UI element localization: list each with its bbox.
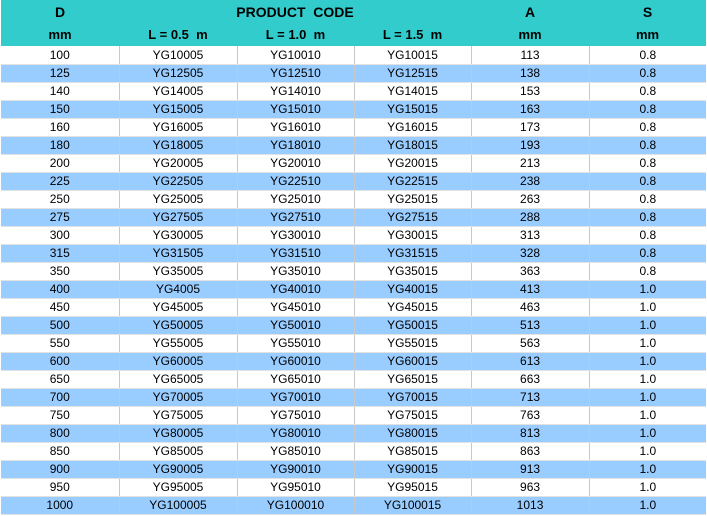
cell-code-l05: YG15005: [119, 100, 237, 118]
table-row: [1, 388, 706, 406]
cell-code-l10: YG10010: [237, 46, 354, 64]
table-row: [1, 136, 706, 154]
table-row: [1, 100, 706, 118]
table-row: [1, 226, 706, 244]
cell-d: 225: [1, 172, 119, 190]
cell-code-l15: YG12515: [354, 64, 471, 82]
cell-code-l15: YG20015: [354, 154, 471, 172]
cell-d: 180: [1, 136, 119, 154]
table-row: [1, 154, 706, 172]
cell-a: 213: [471, 154, 589, 172]
cell-code-l15: YG15015: [354, 100, 471, 118]
table-row: [1, 244, 706, 262]
table-row: [1, 208, 706, 226]
cell-d: 900: [1, 460, 119, 478]
cell-code-l15: YG100015: [354, 496, 471, 514]
table-row: [1, 118, 706, 136]
cell-code-l05: YG14005: [119, 82, 237, 100]
cell-code-l10: YG22510: [237, 172, 354, 190]
cell-s: 0.8: [589, 226, 706, 244]
header-l15: L = 1.5 m: [354, 23, 471, 46]
cell-code-l10: YG55010: [237, 334, 354, 352]
cell-d: 450: [1, 298, 119, 316]
table-row: [1, 172, 706, 190]
table-row: [1, 442, 706, 460]
cell-code-l15: YG90015: [354, 460, 471, 478]
header-l10: L = 1.0 m: [237, 23, 354, 46]
table-row: [1, 46, 706, 64]
cell-a: 613: [471, 352, 589, 370]
cell-code-l10: YG95010: [237, 478, 354, 496]
cell-code-l15: YG18015: [354, 136, 471, 154]
cell-a: 563: [471, 334, 589, 352]
cell-code-l15: YG25015: [354, 190, 471, 208]
cell-code-l05: YG20005: [119, 154, 237, 172]
header-l05: L = 0.5 m: [119, 23, 237, 46]
cell-s: 0.8: [589, 208, 706, 226]
table-row: [1, 424, 706, 442]
cell-a: 413: [471, 280, 589, 298]
cell-s: 1.0: [589, 352, 706, 370]
cell-code-l15: YG14015: [354, 82, 471, 100]
cell-a: 713: [471, 388, 589, 406]
cell-code-l05: YG27505: [119, 208, 237, 226]
cell-code-l05: YG12505: [119, 64, 237, 82]
cell-code-l15: YG40015: [354, 280, 471, 298]
cell-a: 663: [471, 370, 589, 388]
cell-code-l05: YG18005: [119, 136, 237, 154]
cell-code-l15: YG70015: [354, 388, 471, 406]
cell-code-l15: YG22515: [354, 172, 471, 190]
cell-code-l05: YG16005: [119, 118, 237, 136]
table-row: [1, 82, 706, 100]
cell-d: 125: [1, 64, 119, 82]
cell-a: 963: [471, 478, 589, 496]
cell-s: 1.0: [589, 388, 706, 406]
cell-s: 1.0: [589, 424, 706, 442]
cell-d: 275: [1, 208, 119, 226]
cell-code-l10: YG50010: [237, 316, 354, 334]
cell-code-l05: YG35005: [119, 262, 237, 280]
table-row: [1, 478, 706, 496]
cell-a: 513: [471, 316, 589, 334]
cell-code-l15: YG31515: [354, 244, 471, 262]
cell-a: 1013: [471, 496, 589, 514]
cell-code-l05: YG25005: [119, 190, 237, 208]
cell-a: 913: [471, 460, 589, 478]
header-row-units: [1, 23, 706, 46]
cell-s: 0.8: [589, 46, 706, 64]
cell-code-l05: YG50005: [119, 316, 237, 334]
cell-a: 463: [471, 298, 589, 316]
header-product-code: PRODUCT CODE: [119, 0, 471, 23]
cell-d: 200: [1, 154, 119, 172]
cell-code-l05: YG60005: [119, 352, 237, 370]
cell-a: 153: [471, 82, 589, 100]
cell-a: 363: [471, 262, 589, 280]
cell-code-l10: YG15010: [237, 100, 354, 118]
cell-d: 600: [1, 352, 119, 370]
cell-code-l05: YG90005: [119, 460, 237, 478]
cell-code-l05: YG30005: [119, 226, 237, 244]
cell-code-l10: YG80010: [237, 424, 354, 442]
cell-code-l10: YG12510: [237, 64, 354, 82]
cell-code-l10: YG31510: [237, 244, 354, 262]
cell-code-l15: YG55015: [354, 334, 471, 352]
cell-s: 0.8: [589, 64, 706, 82]
cell-s: 1.0: [589, 442, 706, 460]
cell-code-l05: YG55005: [119, 334, 237, 352]
header-s-unit: mm: [589, 23, 706, 46]
table-row: [1, 316, 706, 334]
cell-code-l05: YG4005: [119, 280, 237, 298]
cell-code-l15: YG60015: [354, 352, 471, 370]
cell-d: 350: [1, 262, 119, 280]
product-table: [1, 0, 706, 515]
cell-d: 850: [1, 442, 119, 460]
cell-s: 0.8: [589, 118, 706, 136]
cell-code-l05: YG75005: [119, 406, 237, 424]
cell-s: 0.8: [589, 82, 706, 100]
cell-code-l05: YG65005: [119, 370, 237, 388]
cell-code-l05: YG100005: [119, 496, 237, 514]
table-row: [1, 352, 706, 370]
cell-d: 650: [1, 370, 119, 388]
cell-code-l10: YG14010: [237, 82, 354, 100]
cell-a: 288: [471, 208, 589, 226]
table-row: [1, 64, 706, 82]
header-a: A: [471, 0, 589, 23]
cell-code-l05: YG10005: [119, 46, 237, 64]
cell-code-l10: YG27510: [237, 208, 354, 226]
table-row: [1, 496, 706, 514]
cell-code-l15: YG35015: [354, 262, 471, 280]
header-d: D: [1, 0, 119, 23]
cell-a: 313: [471, 226, 589, 244]
cell-code-l15: YG80015: [354, 424, 471, 442]
cell-a: 813: [471, 424, 589, 442]
cell-code-l15: YG65015: [354, 370, 471, 388]
cell-d: 315: [1, 244, 119, 262]
cell-d: 100: [1, 46, 119, 64]
cell-a: 328: [471, 244, 589, 262]
cell-d: 500: [1, 316, 119, 334]
cell-code-l10: YG70010: [237, 388, 354, 406]
cell-code-l10: YG35010: [237, 262, 354, 280]
cell-code-l10: YG16010: [237, 118, 354, 136]
cell-d: 800: [1, 424, 119, 442]
table-row: [1, 370, 706, 388]
table-body: [1, 46, 706, 514]
cell-code-l15: YG50015: [354, 316, 471, 334]
cell-code-l15: YG10015: [354, 46, 471, 64]
cell-s: 1.0: [589, 406, 706, 424]
table-row: [1, 262, 706, 280]
cell-code-l10: YG25010: [237, 190, 354, 208]
cell-code-l10: YG85010: [237, 442, 354, 460]
cell-s: 0.8: [589, 244, 706, 262]
cell-s: 1.0: [589, 370, 706, 388]
cell-d: 300: [1, 226, 119, 244]
cell-code-l05: YG31505: [119, 244, 237, 262]
cell-d: 140: [1, 82, 119, 100]
cell-d: 700: [1, 388, 119, 406]
cell-s: 0.8: [589, 190, 706, 208]
cell-d: 950: [1, 478, 119, 496]
cell-s: 0.8: [589, 100, 706, 118]
cell-code-l05: YG80005: [119, 424, 237, 442]
cell-code-l05: YG22505: [119, 172, 237, 190]
cell-code-l10: YG90010: [237, 460, 354, 478]
cell-a: 173: [471, 118, 589, 136]
cell-code-l05: YG45005: [119, 298, 237, 316]
cell-code-l10: YG75010: [237, 406, 354, 424]
table-row: [1, 190, 706, 208]
cell-s: 0.8: [589, 172, 706, 190]
cell-s: 0.8: [589, 136, 706, 154]
cell-a: 163: [471, 100, 589, 118]
cell-s: 1.0: [589, 280, 706, 298]
cell-d: 150: [1, 100, 119, 118]
cell-code-l15: YG16015: [354, 118, 471, 136]
table-row: [1, 460, 706, 478]
cell-code-l10: YG100010: [237, 496, 354, 514]
cell-a: 263: [471, 190, 589, 208]
table-row: [1, 406, 706, 424]
cell-a: 763: [471, 406, 589, 424]
cell-s: 1.0: [589, 478, 706, 496]
table-header: [1, 0, 706, 46]
cell-s: 0.8: [589, 154, 706, 172]
header-s: S: [589, 0, 706, 23]
cell-code-l10: YG40010: [237, 280, 354, 298]
cell-code-l05: YG85005: [119, 442, 237, 460]
cell-code-l10: YG45010: [237, 298, 354, 316]
cell-d: 160: [1, 118, 119, 136]
cell-a: 238: [471, 172, 589, 190]
header-d-unit: mm: [1, 23, 119, 46]
header-row-titles: [1, 0, 706, 23]
cell-code-l10: YG18010: [237, 136, 354, 154]
cell-code-l15: YG95015: [354, 478, 471, 496]
cell-code-l10: YG30010: [237, 226, 354, 244]
cell-a: 863: [471, 442, 589, 460]
cell-s: 1.0: [589, 496, 706, 514]
cell-d: 400: [1, 280, 119, 298]
cell-code-l10: YG20010: [237, 154, 354, 172]
cell-s: 1.0: [589, 316, 706, 334]
cell-d: 250: [1, 190, 119, 208]
cell-code-l15: YG45015: [354, 298, 471, 316]
cell-code-l15: YG27515: [354, 208, 471, 226]
cell-a: 113: [471, 46, 589, 64]
cell-a: 138: [471, 64, 589, 82]
cell-code-l10: YG60010: [237, 352, 354, 370]
cell-s: 1.0: [589, 298, 706, 316]
cell-d: 550: [1, 334, 119, 352]
cell-code-l10: YG65010: [237, 370, 354, 388]
table-row: [1, 280, 706, 298]
cell-s: 1.0: [589, 334, 706, 352]
cell-code-l15: YG30015: [354, 226, 471, 244]
cell-code-l05: YG95005: [119, 478, 237, 496]
cell-code-l15: YG75015: [354, 406, 471, 424]
cell-a: 193: [471, 136, 589, 154]
table-row: [1, 298, 706, 316]
cell-code-l15: YG85015: [354, 442, 471, 460]
cell-d: 1000: [1, 496, 119, 514]
cell-d: 750: [1, 406, 119, 424]
cell-s: 0.8: [589, 262, 706, 280]
table-row: [1, 334, 706, 352]
header-a-unit: mm: [471, 23, 589, 46]
cell-code-l05: YG70005: [119, 388, 237, 406]
cell-s: 1.0: [589, 460, 706, 478]
